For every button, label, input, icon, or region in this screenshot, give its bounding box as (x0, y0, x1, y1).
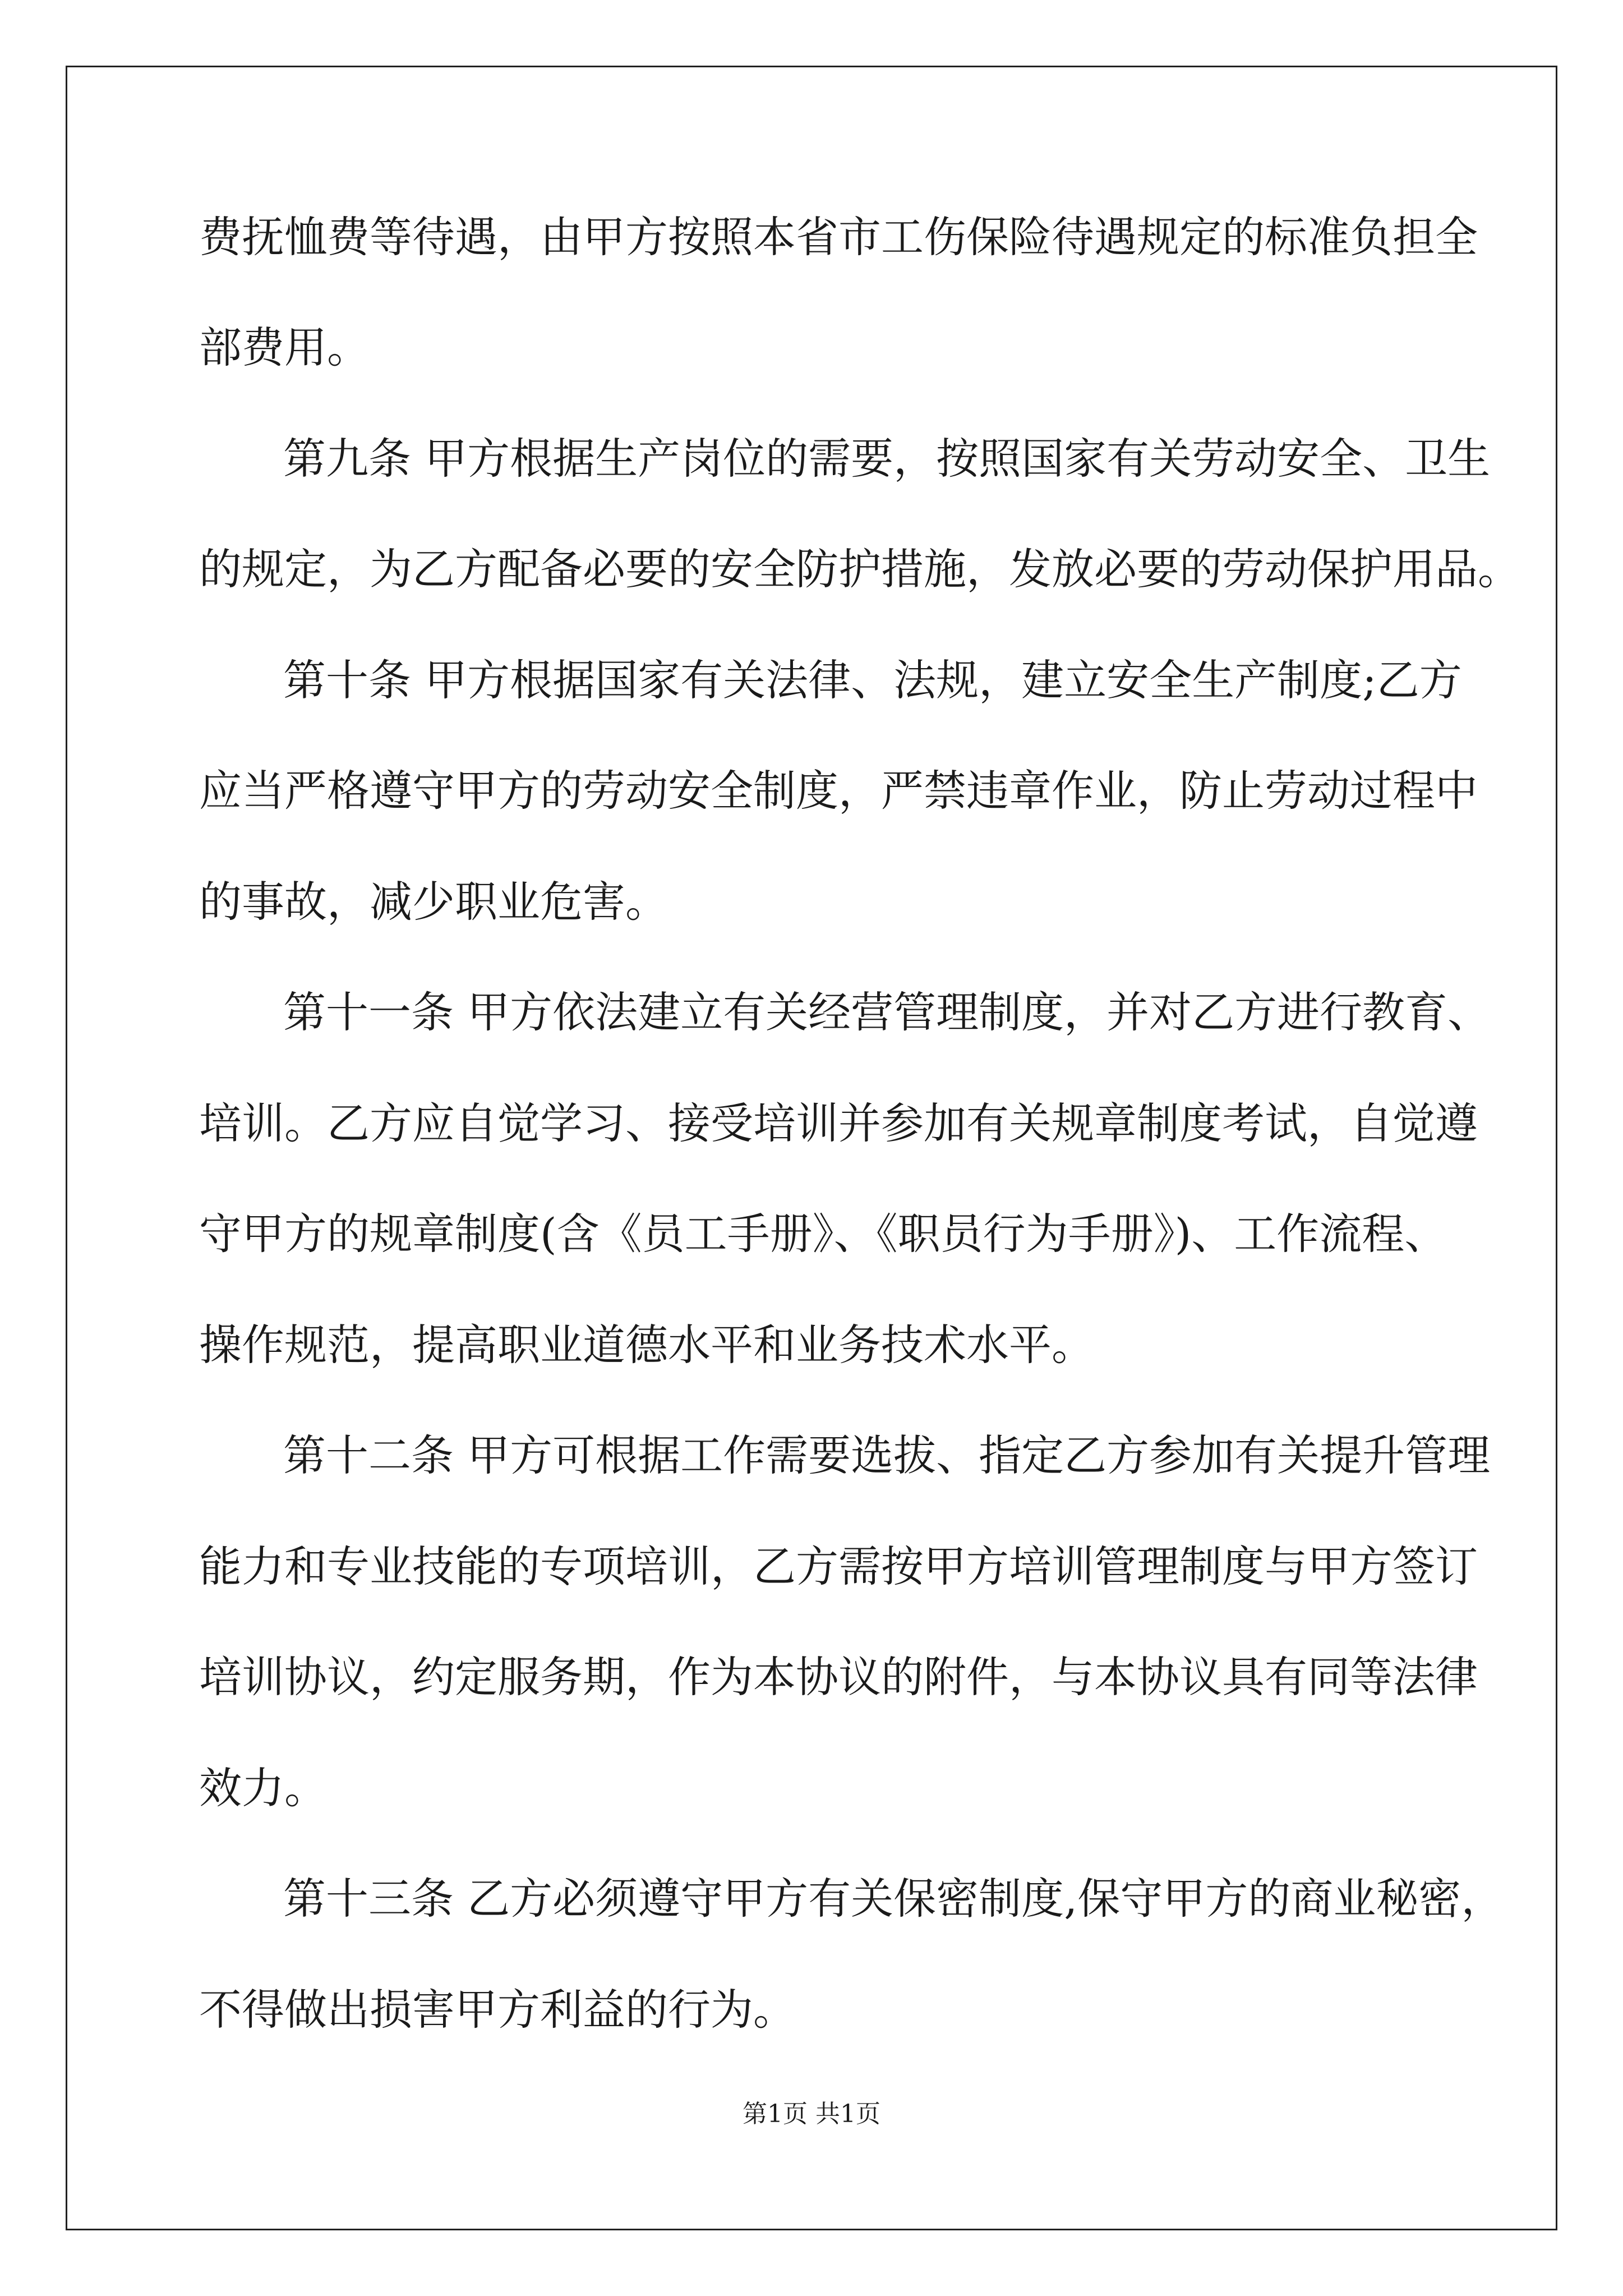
text-line: 守甲方的规章制度(含《员工手册》、《职员行为手册》)、工作流程、 (199, 1209, 1447, 1259)
text-line: 部费用。 (199, 323, 370, 372)
text-line: 效力。 (199, 1763, 327, 1813)
article-10-line: 第十条 甲方根据国家有关法律、法规，建立安全生产制度;乙方 (283, 655, 1462, 705)
text-line: 能力和专业技能的专项培训，乙方需按甲方培训管理制度与甲方签订 (199, 1542, 1478, 1591)
text-line: 操作规范，提高职业道德水平和业务技术水平。 (199, 1320, 1094, 1370)
text-line: 的事故，减少职业危害。 (199, 877, 668, 927)
text-line: 不得做出损害甲方利益的行为。 (199, 1985, 796, 2035)
article-9-line: 第九条 甲方根据生产岗位的需要，按照国家有关劳动安全、卫生 (283, 434, 1491, 484)
text-line: 费抚恤费等待遇，由甲方按照本省市工伤保险待遇规定的标准负担全 (199, 212, 1478, 262)
text-line: 培训。乙方应自觉学习、接受培训并参加有关规章制度考试，自觉遵 (199, 1098, 1478, 1148)
article-11-line: 第十一条 甲方依法建立有关经营管理制度，并对乙方进行教育、 (283, 987, 1491, 1037)
article-12-line: 第十二条 甲方可根据工作需要选拔、指定乙方参加有关提升管理 (283, 1430, 1491, 1480)
page-footer: 第1页 共1页 (743, 2100, 880, 2128)
text-line: 的规定，为乙方配备必要的安全防护措施，发放必要的劳动保护用品。 (199, 544, 1520, 594)
article-13-line: 第十三条 乙方必须遵守甲方有关保密制度,保守甲方的商业秘密， (283, 1874, 1504, 1924)
text-line: 应当严格遵守甲方的劳动安全制度，严禁违章作业，防止劳动过程中 (199, 766, 1478, 816)
text-line: 培训协议，约定服务期，作为本协议的附件，与本协议具有同等法律 (199, 1652, 1478, 1702)
